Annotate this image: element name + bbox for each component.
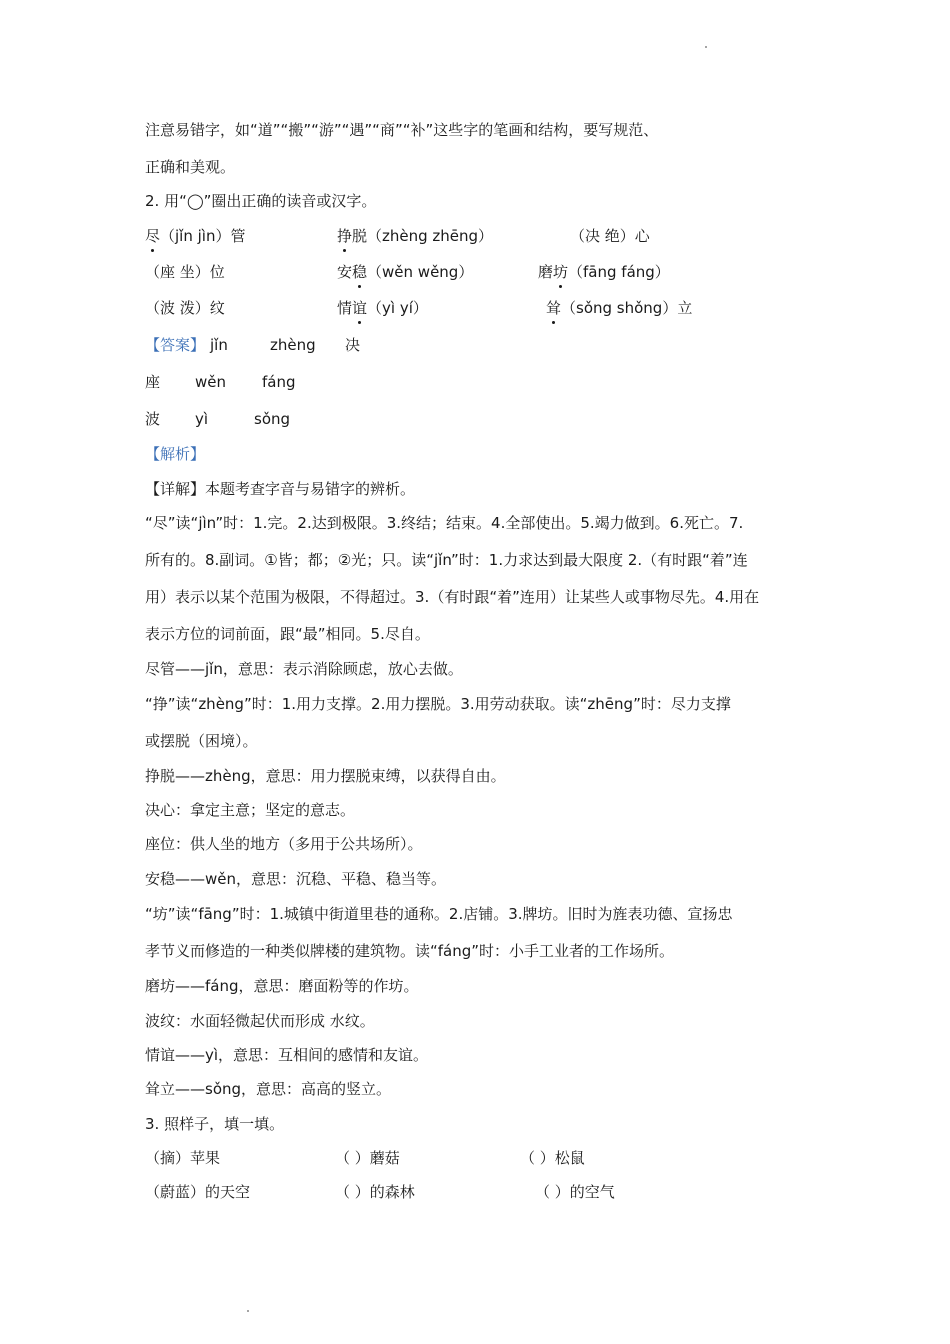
q3-blank: （ ）的森林 bbox=[335, 1183, 415, 1201]
q2-item-text: （jǐn jìn）管 bbox=[160, 227, 246, 245]
answer-value: 座 bbox=[145, 373, 161, 391]
q2-item-pre: 磨 bbox=[538, 263, 554, 281]
detail-line: 决心：拿定主意；坚定的意志。 bbox=[145, 801, 356, 819]
detail-line: 【详解】本题考查字音与易错字的辨析。 bbox=[145, 480, 416, 498]
intro-line-1: 注意易错字，如“道”“搬”“游”“遇”“商”“补”这些字的笔画和结构，要写规范、 bbox=[145, 121, 659, 139]
q2-item-juexin bbox=[570, 226, 650, 246]
detail-line: 孝节义而修造的一种类似牌楼的建筑物。读“fáng”时：小手工业者的工作场所。 bbox=[145, 942, 675, 960]
detail-line: “坊”读“fāng”时：1.城镇中街道里巷的通称。2.店铺。3.牌坊。旧时为旌表功德、宣扬忠 bbox=[145, 905, 733, 923]
q2-item-text: 脱（zhèng zhēng） bbox=[352, 227, 494, 245]
q2-item-text: （决 绝）心 bbox=[570, 227, 650, 245]
question-2-title: 2. 用“◯”圈出正确的读音或汉字。 bbox=[145, 192, 377, 210]
q2-item-text: （sǒng shǒng）立 bbox=[561, 299, 693, 317]
detail-line: “尽”读“jìn”时：1.完。2.达到极限。3.终结；结束。4.全部使出。5.竭力做到。6.死亡。7. bbox=[145, 514, 744, 532]
question-3-title: 3. 照样子，填一填。 bbox=[145, 1115, 285, 1133]
detail-line: 波纹：水面轻微起伏而形成 水纹。 bbox=[145, 1012, 375, 1030]
q2-item-text: （座 坐）位 bbox=[145, 263, 225, 281]
q2-item-anwen bbox=[337, 262, 473, 282]
detail-line: 情谊——yì，意思：互相间的感情和友谊。 bbox=[145, 1046, 429, 1064]
q2-item-pre: 情 bbox=[337, 299, 353, 317]
q2-item-zhengtuo bbox=[337, 226, 493, 246]
dotted-char: 耸 bbox=[546, 299, 562, 317]
dotted-char: 挣 bbox=[337, 227, 353, 245]
answer-value: fáng bbox=[262, 373, 296, 391]
q3-blank: （ ）的空气 bbox=[535, 1183, 615, 1201]
detail-line: 磨坊——fáng，意思：磨面粉等的作坊。 bbox=[145, 977, 419, 995]
detail-line: 座位：供人坐的地方（多用于公共场所）。 bbox=[145, 835, 423, 853]
q2-item-mofang bbox=[538, 262, 670, 282]
q3-blank: （ ）蘑菇 bbox=[335, 1149, 400, 1167]
detail-line: 所有的。8.副词。①皆；都；②光；只。读“jǐn”时：1.力求达到最大限度 2.（有时跟“着”连 bbox=[145, 551, 748, 569]
detail-line: 安稳——wěn，意思：沉稳、平稳、稳当等。 bbox=[145, 870, 447, 888]
analysis-tag: 【解析】 bbox=[145, 445, 206, 463]
q2-item-zuowei bbox=[145, 262, 225, 282]
dotted-char: 尽 bbox=[145, 227, 161, 245]
detail-line: “挣”读“zhèng”时：1.用力支撑。2.用力摆脱。3.用劳动获取。读“zhēng”时：尽力支撑 bbox=[145, 695, 731, 713]
dotted-char: 谊 bbox=[352, 299, 368, 317]
detail-line: 或摆脱（困境）。 bbox=[145, 732, 258, 750]
answer-value: zhèng bbox=[270, 336, 316, 354]
q2-item-text: （wěn wěng） bbox=[367, 263, 474, 281]
q2-item-text: （波 泼）纹 bbox=[145, 299, 225, 317]
detail-line: 挣脱——zhèng，意思：用力摆脱束缚，以获得自由。 bbox=[145, 767, 506, 785]
answer-value: sǒng bbox=[254, 410, 291, 428]
intro-line-2: 正确和美观。 bbox=[145, 158, 236, 176]
scan-speck bbox=[705, 46, 707, 48]
q3-blank: （ ）松鼠 bbox=[520, 1149, 585, 1167]
answer-value: wěn bbox=[195, 373, 227, 391]
answer-value: yì bbox=[195, 410, 209, 428]
q3-item: （摘）苹果 bbox=[145, 1149, 221, 1167]
dotted-char: 坊 bbox=[553, 263, 569, 281]
q2-item-jinguan bbox=[145, 226, 245, 246]
scan-speck bbox=[247, 1310, 249, 1312]
dotted-char: 稳 bbox=[352, 263, 368, 281]
q2-item-bowen bbox=[145, 298, 225, 318]
detail-line: 耸立——sǒng，意思：高高的竖立。 bbox=[145, 1080, 392, 1098]
q2-item-pre: 安 bbox=[337, 263, 353, 281]
answer-value: 决 bbox=[345, 336, 361, 354]
detail-line: 尽管——jǐn，意思：表示消除顾虑，放心去做。 bbox=[145, 660, 463, 678]
q3-item: （蔚蓝）的天空 bbox=[145, 1183, 251, 1201]
detail-line: 表示方位的词前面，跟“最”相同。5.尽自。 bbox=[145, 625, 430, 643]
q2-item-text: （yì yí） bbox=[367, 299, 428, 317]
answer-tag: 【答案】 bbox=[145, 336, 206, 354]
answer-value: jǐn bbox=[210, 336, 228, 354]
q2-item-qingyi bbox=[337, 298, 428, 318]
answer-value: 波 bbox=[145, 410, 161, 428]
detail-line: 用）表示以某个范围为极限，不得超过。3.（有时跟“着”连用）让某些人或事物尽先。4.用在 bbox=[145, 588, 760, 606]
q2-item-songli bbox=[546, 298, 692, 318]
q2-item-text: （fāng fáng） bbox=[568, 263, 670, 281]
